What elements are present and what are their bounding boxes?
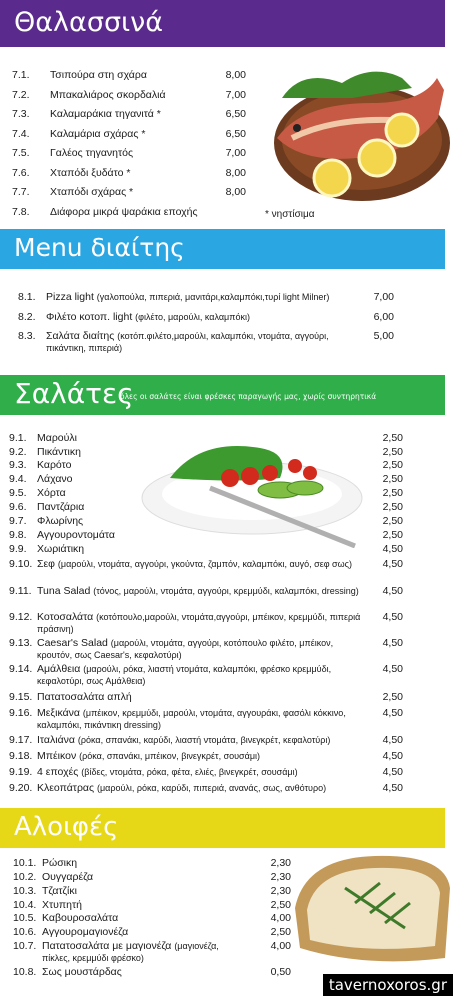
- seafood-title: Θαλασσινά: [14, 7, 164, 38]
- item-title: Καλαμάρια σχάρας *: [50, 127, 146, 140]
- item-number: 7.7.: [12, 186, 30, 198]
- item-number: 8.2.: [18, 311, 36, 323]
- item-number: 9.16.: [9, 707, 33, 719]
- item-name: [42, 857, 77, 869]
- item-number: 9.5.: [9, 487, 27, 499]
- item-description: (γαλοπούλα, πιπεριά, μανιτάρι,καλαμπόκι,τυρί light Milner): [96, 292, 330, 302]
- item-price: 2,50: [382, 446, 403, 458]
- menu-item: [13, 857, 291, 869]
- item-price: 4,50: [382, 750, 403, 762]
- menu-item: [9, 432, 404, 444]
- item-title: Ιταλιάνα: [37, 734, 75, 746]
- item-number: 7.5.: [12, 147, 30, 159]
- item-price: 2,50: [382, 432, 403, 444]
- item-title: Φιλέτο κοτοπ. light: [46, 311, 133, 323]
- item-number: 9.6.: [9, 501, 27, 513]
- item-name: [50, 206, 198, 218]
- item-name: [42, 871, 93, 883]
- item-title: Αμάλθεια: [37, 663, 81, 675]
- item-description: (μαρούλι, ντομάτα, αγγούρι, κοτόπουλο φιλέτο, μπέικον, κρουτόν, σως Caesar's, κεφαλοτύρι): [37, 638, 334, 660]
- item-name: [37, 750, 362, 762]
- item-price: 2,30: [270, 857, 291, 869]
- item-number: 9.11.: [9, 585, 32, 597]
- item-description: (μαρούλι, ρόκα, καρύδι, πιπεριά, ανανάς, σως, ανθότυρο): [96, 783, 327, 793]
- menu-item: [12, 128, 252, 140]
- item-name: [50, 69, 147, 81]
- salads-subtitle: όλες οι σαλάτες είναι φρέσκες παραγωγής μας, χωρίς συντηρητικά: [120, 392, 377, 401]
- item-price: 2,50: [382, 529, 403, 541]
- item-title: Σεφ: [37, 558, 55, 570]
- item-number: 9.8.: [9, 529, 27, 541]
- item-number: 10.2.: [13, 871, 37, 883]
- item-number: 10.5.: [13, 912, 37, 924]
- item-title: Φλωρίνης: [37, 515, 84, 527]
- item-name: [37, 558, 362, 570]
- item-title: Παντζάρια: [37, 501, 85, 513]
- menu-item: [9, 529, 404, 541]
- item-price: 7,00: [225, 88, 246, 101]
- item-number: 10.1.: [13, 857, 37, 869]
- item-title: Caesar's Salad: [37, 637, 108, 649]
- item-name: [37, 515, 83, 527]
- item-title: Καρότο: [37, 459, 72, 471]
- item-description: (ρόκα, σπανάκι, καρύδι, λιαστή ντομάτα, βινεγκρέτ, κεφαλοτύρι): [77, 735, 331, 745]
- item-number: 9.7.: [9, 515, 27, 527]
- item-number: 9.1.: [9, 432, 27, 444]
- item-name: [50, 108, 161, 120]
- item-name: [42, 926, 128, 938]
- item-price: 4,50: [382, 611, 403, 623]
- item-price: 2,50: [382, 487, 403, 499]
- menu-item: [9, 501, 404, 513]
- item-number: 9.13.: [9, 637, 33, 649]
- menu-item: [13, 966, 291, 978]
- item-title: Καλαμαράκια τηγανιτά *: [50, 108, 161, 120]
- item-price: 2,50: [382, 691, 403, 703]
- menu-item: [12, 89, 252, 101]
- item-number: 9.14.: [9, 663, 33, 675]
- item-title: Τσιπούρα στη σχάρα: [50, 69, 147, 81]
- item-number: 7.2.: [12, 88, 30, 101]
- item-price: 6,50: [225, 127, 246, 140]
- item-number: 9.9.: [9, 543, 27, 555]
- item-name: [37, 501, 84, 513]
- item-name: [37, 663, 362, 687]
- item-number: 10.4.: [13, 899, 37, 911]
- item-price: 6,00: [373, 311, 394, 323]
- item-price: 7,00: [373, 291, 394, 303]
- menu-item: [9, 637, 404, 661]
- item-name: [37, 637, 362, 661]
- item-title: Ρώσικη: [42, 857, 78, 869]
- item-title: Pizza light: [46, 291, 94, 303]
- item-price: 2,50: [382, 515, 403, 527]
- spreads-header: [0, 808, 445, 848]
- item-price: 4,50: [382, 558, 403, 570]
- item-number: 8.1.: [18, 291, 36, 303]
- item-name: [37, 432, 77, 444]
- menu-item: [13, 899, 291, 911]
- item-name: [50, 167, 130, 179]
- menu-item: [12, 206, 252, 218]
- item-title: Κλεοπάτρας: [37, 782, 95, 794]
- item-number: 10.7.: [13, 940, 37, 952]
- item-title: Μαρούλι: [37, 432, 77, 444]
- item-title: Χωριάτικη: [37, 543, 85, 555]
- menu-item: [9, 782, 404, 806]
- item-price: 4,00: [270, 940, 291, 952]
- menu-item: [9, 446, 404, 458]
- item-number: 7.8.: [12, 205, 30, 218]
- menu-item: [13, 871, 291, 883]
- item-description: (ρόκα, σπανάκι, μπέικον, βινεγκρέτ, σουσάμι): [79, 751, 261, 761]
- item-title: Χταπόδι ξυδάτο *: [50, 166, 131, 179]
- item-description: (μαρούλι, ντομάτα, αγγούρι, γκούντα, ζαμπόν, καλαμπόκι, αυγό, σεφ σως): [57, 559, 352, 569]
- item-name: [46, 330, 346, 354]
- item-description: (μαγιονέζα, πίκλες, κρεμμύδι φρέσκο): [42, 941, 219, 963]
- item-price: 2,50: [382, 473, 403, 485]
- menu-item: [13, 940, 291, 964]
- item-price: 4,50: [382, 663, 403, 675]
- item-price: 4,50: [382, 543, 403, 555]
- item-title: Σαλάτα διαίτης: [46, 330, 115, 342]
- item-name: [42, 885, 77, 897]
- item-description: (κοτόπουλο,μαρούλι, ντομάτα,αγγούρι, μπέικον, κρεμμύδι, πιπεριά πράσινη): [37, 612, 361, 634]
- item-price: 5,00: [373, 330, 394, 342]
- grilled-fish-image: [262, 58, 452, 208]
- item-description: (τόνος, μαρούλι, ντομάτα, αγγούρι, κρεμμύδι, καλαμπόκι, dressing): [93, 586, 359, 596]
- item-title: 4 εποχές: [37, 766, 79, 778]
- item-name: [37, 611, 362, 635]
- item-title: Μπακαλιάρος σκορδαλιά: [50, 88, 166, 101]
- menu-item: [12, 147, 252, 159]
- item-description: (φιλέτο, μαρούλι, καλαμπόκι): [135, 312, 250, 322]
- item-title: Γαλέος τηγανητός: [50, 147, 134, 159]
- item-price: 8,00: [225, 186, 246, 198]
- spreads-title: Αλοιφές: [14, 812, 119, 842]
- item-number: 9.2.: [9, 446, 27, 458]
- item-price: 7,00: [225, 147, 246, 159]
- item-title: Καβουροσαλάτα: [42, 912, 119, 924]
- item-price: 4,50: [382, 637, 403, 649]
- item-title: Μπέικον: [37, 750, 77, 762]
- item-name: [50, 186, 133, 198]
- item-title: Τζατζίκι: [42, 885, 77, 897]
- item-name: [37, 459, 71, 471]
- item-number: 9.18.: [9, 750, 33, 762]
- item-title: Λάχανο: [37, 473, 73, 485]
- spread-bowl-image: [285, 848, 455, 968]
- menu-item: [12, 69, 252, 81]
- menu-item: [12, 186, 252, 198]
- menu-item: [12, 167, 252, 179]
- item-title: Πατατοσαλάτα απλή: [37, 691, 132, 703]
- item-price: 4,00: [270, 912, 291, 924]
- item-price: 2,30: [270, 885, 291, 897]
- item-name: [50, 128, 145, 140]
- item-number: 9.15.: [9, 691, 33, 703]
- menu-item: [9, 459, 404, 471]
- item-title: Χόρτα: [37, 487, 66, 499]
- item-price: 8,00: [225, 69, 246, 81]
- salads-header: [0, 375, 445, 415]
- item-name: [37, 734, 362, 746]
- item-title: Διάφορα μικρά ψαράκια εποχής: [50, 205, 198, 218]
- diet-title: Menu διαίτης: [14, 233, 185, 262]
- item-number: 10.6.: [13, 926, 37, 938]
- item-name: [37, 446, 81, 458]
- item-number: 8.3.: [18, 330, 36, 342]
- item-name: [37, 473, 72, 485]
- item-description: (μαρούλι, ρόκα, λιαστή ντομάτα, καλαμπόκι, φρέσκο κρεμμύδι, κεφαλοτύρι, σως Αμάλθεια): [37, 664, 332, 686]
- item-name: [37, 691, 132, 703]
- item-price: 6,50: [225, 108, 246, 120]
- item-title: Ουγγαρέζα: [42, 871, 94, 883]
- item-name: [42, 899, 82, 911]
- item-price: 8,00: [225, 166, 246, 179]
- item-number: 9.19.: [9, 766, 33, 778]
- item-name: [37, 782, 362, 794]
- item-number: 9.3.: [9, 459, 27, 471]
- item-number: 7.1.: [12, 69, 30, 81]
- item-name: [46, 311, 346, 323]
- item-title: Χτυπητή: [42, 899, 82, 911]
- item-price: 4,50: [382, 585, 403, 597]
- item-name: [50, 89, 166, 101]
- menu-item: [12, 108, 252, 120]
- salads-title: Σαλάτες: [14, 377, 134, 410]
- menu-item: [9, 691, 404, 703]
- item-price: 2,50: [270, 926, 291, 938]
- item-description: (κοτόπ.φιλέτο,μαρούλι, καλαμπόκι, ντομάτα, αγγούρι, πικάντικη, πιπεριά): [46, 331, 329, 353]
- item-price: 2,50: [270, 899, 291, 911]
- item-name: [37, 543, 84, 555]
- menu-item: [9, 558, 404, 582]
- item-price: 2,50: [382, 501, 403, 513]
- item-title: Πικάντικη: [37, 446, 81, 458]
- item-number: 9.12.: [9, 611, 33, 623]
- item-price: 4,50: [382, 782, 403, 794]
- menu-item: [13, 926, 291, 938]
- item-title: Χταπόδι σχάρας *: [50, 186, 134, 198]
- item-number: 9.20.: [9, 782, 33, 794]
- item-number: 7.6.: [12, 166, 30, 179]
- item-name: [37, 529, 115, 541]
- menu-item: [9, 473, 404, 485]
- watermark: tavernoxoros.gr: [323, 974, 453, 996]
- menu-item: [9, 585, 404, 609]
- menu-item: [9, 515, 404, 527]
- item-title: Αγγουροντομάτα: [37, 529, 115, 541]
- item-price: 2,30: [270, 871, 291, 883]
- item-price: 2,50: [382, 459, 403, 471]
- item-title: Πατατοσαλάτα με μαγιονέζα: [42, 940, 172, 952]
- item-title: Αγγουρομαγιονέζα: [42, 926, 129, 938]
- item-price: 4,50: [382, 707, 403, 719]
- item-number: 7.4.: [12, 127, 30, 140]
- item-name: [42, 940, 237, 964]
- item-name: [37, 766, 362, 778]
- item-description: (βίδες, ντομάτα, ρόκα, φέτα, ελιές, βινεγκρέτ, σουσάμι): [81, 767, 298, 777]
- item-name: [37, 707, 362, 731]
- item-name: [42, 912, 118, 924]
- item-number: 10.8.: [13, 966, 37, 978]
- item-title: Tuna Salad: [37, 585, 91, 597]
- menu-item: [9, 611, 404, 635]
- item-number: 9.17.: [9, 734, 33, 746]
- item-title: Σως μουστάρδας: [42, 966, 122, 978]
- item-title: Κοτοσαλάτα: [37, 611, 94, 623]
- item-name: [37, 585, 362, 597]
- item-price: 4,50: [382, 766, 403, 778]
- item-number: 9.4.: [9, 473, 27, 485]
- menu-item: [13, 885, 291, 897]
- item-name: [46, 291, 346, 303]
- diet-header: [0, 229, 445, 269]
- item-number: 10.3.: [13, 885, 37, 897]
- item-number: 9.10.: [9, 558, 33, 570]
- item-name: [37, 487, 66, 499]
- item-number: 7.3.: [12, 108, 30, 120]
- fasting-note: * νηστίσιμα: [265, 209, 315, 220]
- item-description: (μπέικον, κρεμμύδι, μαρούλι, ντομάτα, αγγουράκι, φασόλι κόκκινο, καλαμπόκι, πικάντικη dressing): [37, 708, 346, 730]
- menu-item: [9, 707, 404, 731]
- item-name: [42, 966, 122, 978]
- seafood-header: [0, 0, 445, 47]
- item-title: Μεξικάνα: [37, 707, 80, 719]
- item-price: 4,50: [382, 734, 403, 746]
- menu-item: [9, 487, 404, 499]
- item-name: [50, 147, 133, 159]
- menu-item: [13, 912, 291, 924]
- item-price: 0,50: [270, 966, 291, 978]
- menu-item: [9, 543, 404, 555]
- menu-item: [18, 330, 408, 354]
- menu-item: [9, 663, 404, 687]
